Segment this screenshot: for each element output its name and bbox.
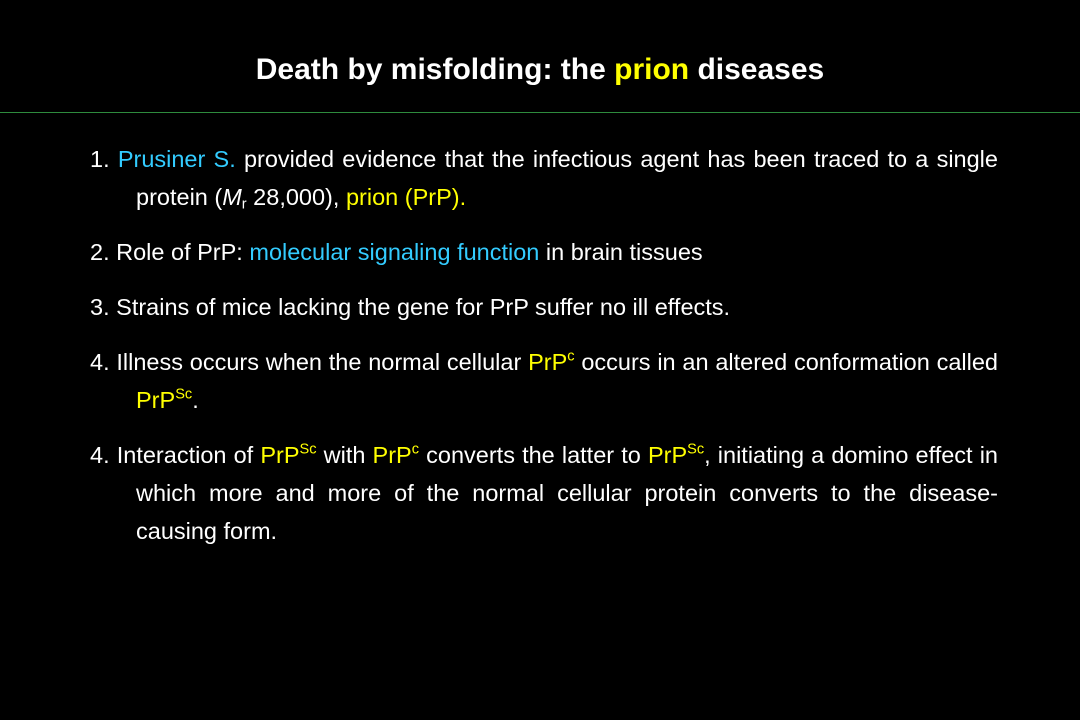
item-text: occurs in an altered conformation called [574, 349, 998, 375]
slide-title [0, 50, 1080, 90]
item-text: provided evidence that the infectious agent has been traced to a single protein ( [136, 146, 998, 210]
item-text: converts the latter to [419, 442, 648, 468]
title-divider [0, 112, 1080, 113]
item-number: 1. [90, 146, 118, 172]
molecular-weight-symbol: M [222, 184, 242, 210]
item-text: . [192, 387, 199, 413]
signaling-function-term: molecular signaling function [249, 239, 540, 265]
item-text: 28,000), [246, 184, 346, 210]
list-item-5 [90, 436, 998, 550]
item-number: 4. [90, 442, 117, 468]
slide-body [90, 140, 998, 567]
title-highlight-prion: prion [614, 53, 690, 86]
prpc-term: PrP$^c$ [372, 441, 420, 468]
prpsc-term: PrP$^{Sc}$ [136, 386, 193, 413]
list-item-4 [90, 343, 998, 419]
item-number: 3. [90, 294, 117, 320]
list-item-3 [90, 288, 998, 326]
item-text: Role of PrP: [116, 239, 250, 265]
title-text-end: diseases [689, 53, 825, 86]
prion-term: prion (PrP). [345, 184, 467, 210]
item-number: 2. [90, 239, 117, 265]
molecular-weight-subscript: r [241, 196, 247, 213]
list-item-2 [90, 233, 998, 271]
prpsc-term: PrP$^{Sc}$ [260, 441, 317, 468]
author-name: Prusiner S. [117, 146, 236, 172]
prpsc-term: PrP$^{Sc}$ [647, 441, 705, 468]
item-number: 4. [90, 349, 117, 375]
item-text: Interaction of [116, 442, 261, 468]
prpc-term: PrP$^c$ [528, 348, 575, 375]
list-item-1 [90, 140, 998, 216]
item-text: Strains of mice lacking the gene for PrP suffer no ill effects. [116, 294, 731, 320]
item-text: in brain tissues [539, 239, 703, 265]
item-text: Illness occurs when the normal cellular [116, 349, 529, 375]
item-text: , initiating a domino effect in which more and more of the normal cellular protein converts to the disease-causing form. [136, 442, 998, 544]
item-text: with [316, 442, 373, 468]
title-text-start: Death by misfolding: the [255, 53, 615, 86]
